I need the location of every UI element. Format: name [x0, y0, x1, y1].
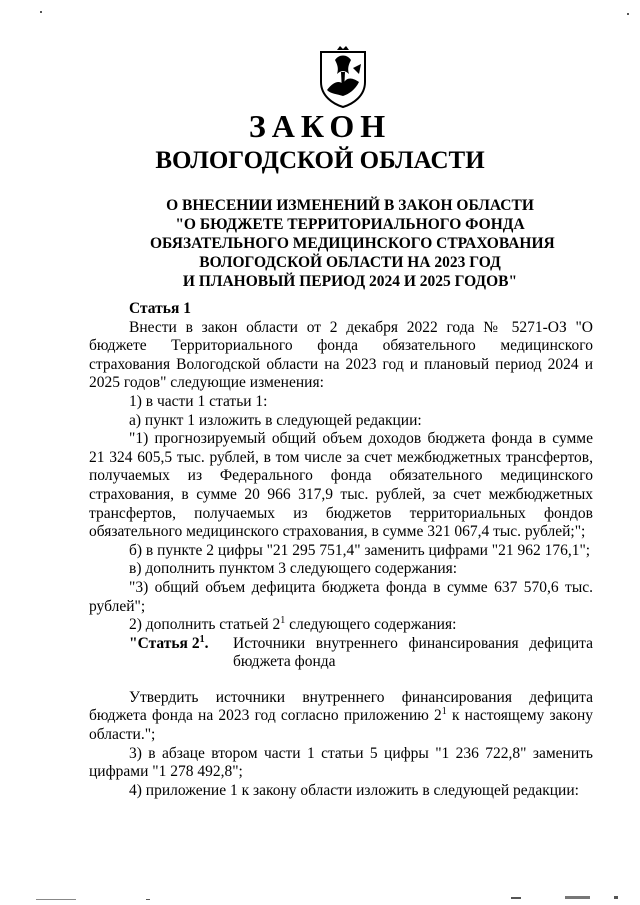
scan-speck: [614, 896, 618, 899]
article-2-1-label-dot: .: [204, 634, 209, 652]
scan-speck: [511, 897, 521, 899]
item-1c: в) дополнить пунктом 3 следующего содержания:: [129, 560, 458, 578]
approve-text-end: к настоящему закону области.";: [89, 707, 593, 744]
item-1: 1) в части 1 статьи 1:: [129, 392, 268, 410]
item-4: 4) приложение 1 к закону области изложить в следующей редакции:: [129, 781, 579, 799]
item-1a: а) пункт 1 изложить в следующей редакции:: [129, 411, 422, 429]
article-1-title: Статья 1: [129, 300, 191, 317]
law-heading: [150, 196, 555, 291]
scan-speck: [36, 899, 76, 900]
superscript: 1: [441, 706, 447, 718]
coat-of-arms-icon: [313, 46, 373, 108]
scan-speck: [40, 11, 42, 13]
heading-line: И ПЛАНОВЫЙ ПЕРИОД 2024 И 2025 ГОДОВ": [182, 273, 518, 290]
article-2-1-label: [129, 635, 233, 672]
item-1b: б) в пункте 2 цифры "21 295 751,4" заменить цифрами "21 962 176,1";: [129, 541, 591, 559]
approve-paragraph: [89, 689, 593, 745]
article-2-1-heading: [129, 635, 593, 672]
item-1a-text: "1) прогнозируемый общий объем доходов бюджета фонда в сумме 21 324 605,5 тыс. рублей, в том числе за счет межбюджетных трансфертов, получаемых из Федерального фонда обязательного медицинского страхования, в сумме 20 966 317,9 тыс. рублей, за счет межбюджетных трансфертов, получаемых из бюджетов территориальных фондов обязательного медицинского страхования, в сумме 321 067,4 тыс. рублей;";: [89, 430, 593, 541]
superscript: 1: [199, 633, 205, 645]
item-3: 3) в абзаце втором части 1 статьи 5 цифры "1 236 722,8" заменить цифрами "1 278 492,8";: [89, 744, 593, 781]
item-1c-text: "3) общий объем дефицита бюджета фонда в сумме 637 570,6 тыс. рублей";: [89, 578, 593, 615]
article-2-1-title-line: бюджета фонда: [233, 653, 336, 671]
item-2: [89, 616, 593, 635]
article-1-body: [89, 300, 593, 800]
heading-line: ОБЯЗАТЕЛЬНОГО МЕДИЦИНСКОГО СТРАХОВАНИЯ: [150, 235, 555, 252]
document-title: ЗАКОН: [248, 108, 392, 144]
heading-line: ВОЛОГОДСКОЙ ОБЛАСТИ НА 2023 ГОД: [199, 254, 501, 271]
article-2-1-title: [233, 635, 593, 672]
scan-speck: [565, 896, 590, 899]
article-1-intro: Внести в закон области от 2 декабря 2022 года № 5271-ОЗ "О бюджете Территориального фонда обязательного медицинского страхования Вологодской области на 2023 год и плановый период 2024 и 2025 годов" следующие изменения:: [89, 318, 593, 392]
heading-line: О ВНЕСЕНИИ ИЗМЕНЕНИЙ В ЗАКОН ОБЛАСТИ: [166, 197, 534, 214]
approve-text: Утвердить источники внутреннего финансирования дефицита бюджета фонда на 2023 год согласно приложению 2: [89, 688, 593, 725]
article-2-1-label-text: "Статья 2: [129, 634, 200, 652]
scan-speck: [146, 899, 150, 900]
item-2-text: 2) дополнить статьей 2: [129, 616, 281, 634]
heading-line: "О БЮДЖЕТЕ ТЕРРИТОРИАЛЬНОГО ФОНДА: [175, 216, 525, 233]
scan-speck: [627, 13, 629, 15]
article-2-1-title-line: Источники внутреннего финансирования дефицита: [233, 634, 593, 652]
item-2-text-end: следующего содержания:: [285, 616, 457, 634]
superscript: 1: [280, 614, 286, 626]
region-title: ВОЛОГОДСКОЙ ОБЛАСТИ: [155, 147, 485, 174]
